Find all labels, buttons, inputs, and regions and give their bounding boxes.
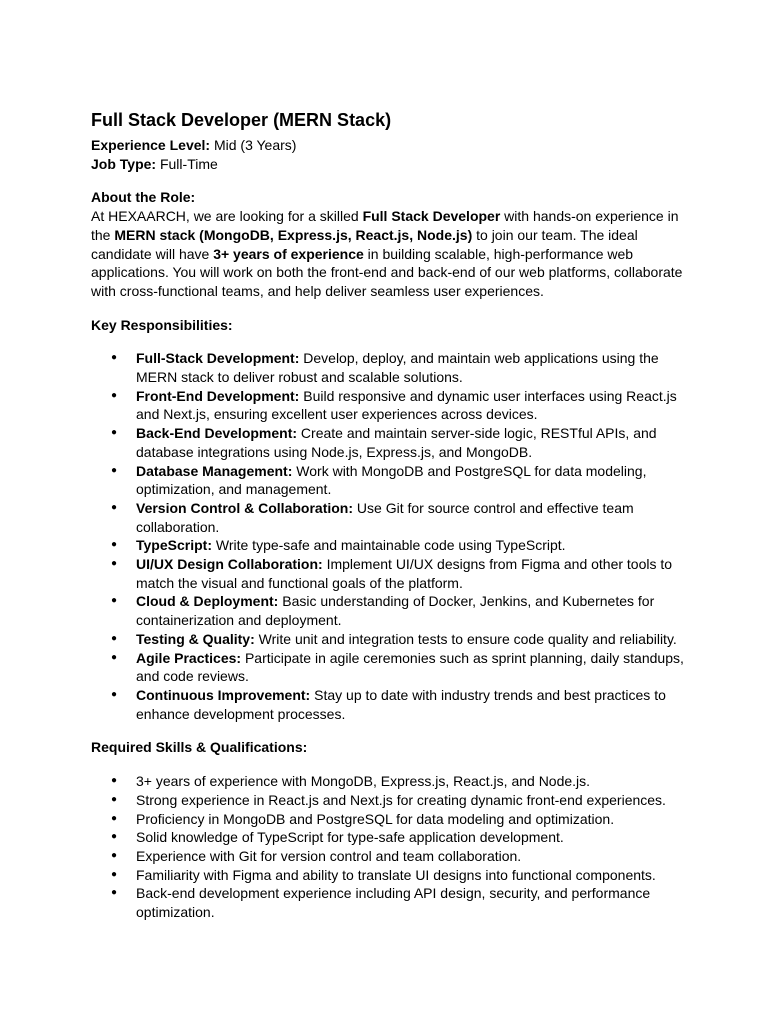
job-title: Full Stack Developer (MERN Stack) <box>91 110 392 130</box>
document-content <box>91 108 691 922</box>
item-label: Front-End Development: <box>136 387 300 404</box>
list-item: ● Solid knowledge of TypeScript for type-safe application development. <box>91 828 691 847</box>
about-paragraph <box>91 207 691 301</box>
list-item <box>91 649 691 686</box>
about-text-3: to join our team. The ideal candidate will have <box>91 226 638 262</box>
list-item <box>91 349 691 386</box>
item-label: Full-Stack Development: <box>136 350 300 367</box>
list-item <box>91 387 691 424</box>
list-item: ● Strong experience in React.js and Next.js for creating dynamic front-end experiences. <box>91 791 691 810</box>
list-item <box>91 630 691 649</box>
item-label: Testing & Quality: <box>136 630 255 647</box>
list-item <box>91 592 691 629</box>
item-text: Write unit and integration tests to ensure code quality and reliability. <box>254 630 677 647</box>
item-text: Use Git for source control and effective team collaboration. <box>136 499 634 535</box>
list-item: ● 3+ years of experience with MongoDB, Express.js, React.js, and Node.js. <box>91 772 691 791</box>
item-label: Agile Practices: <box>136 649 242 666</box>
list-item <box>91 555 691 592</box>
about-bold-1: Full Stack Developer <box>362 208 501 225</box>
item-label: Version Control & Collaboration: <box>136 499 354 516</box>
item-label: Cloud & Deployment: <box>136 593 279 610</box>
list-item <box>91 686 691 723</box>
list-item <box>91 462 691 499</box>
item-text: Develop, deploy, and maintain web applications using the MERN stack to deliver robust and scalable solutions. <box>136 350 659 386</box>
about-text-1: At HEXAARCH, we are looking for a skilled <box>91 208 363 225</box>
list-item: ● Experience with Git for version control and team collaboration. <box>91 847 691 866</box>
item-text: Basic understanding of Docker, Jenkins, and Kubernetes for containerization and deployment. <box>136 593 655 629</box>
item-text: Write type-safe and maintainable code using TypeScript. <box>211 537 566 554</box>
item-label: UI/UX Design Collaboration: <box>136 556 323 573</box>
list-item: ● Proficiency in MongoDB and PostgreSQL for data modeling and optimization. <box>91 810 691 829</box>
item-text: Create and maintain server-side logic, RESTful APIs, and database integrations using Node.js, Express.js, and MongoDB. <box>136 425 657 460</box>
item-label: TypeScript: <box>136 537 212 554</box>
item-text: Build responsive and dynamic user interfaces using React.js and Next.js, ensuring excellent user experiences across devices. <box>136 387 677 423</box>
list-item <box>91 536 691 555</box>
job-type-label: Job Type: <box>91 155 157 172</box>
list-item: ● Back-end development experience including API design, security, and performance optimization. <box>91 884 691 921</box>
responsibilities-heading: Key Responsibilities: <box>91 316 233 333</box>
about-heading: About the Role: <box>91 189 196 206</box>
experience-level <box>91 136 691 155</box>
skills-list <box>91 772 691 922</box>
item-label: Continuous Improvement: <box>136 686 311 703</box>
about-text-2: with hands-on experience in the <box>91 208 679 243</box>
responsibilities-list <box>91 349 691 723</box>
item-text: Participate in agile ceremonies such as sprint planning, daily standups, and code reviews. <box>136 649 684 685</box>
experience-value: Mid (3 Years) <box>210 137 297 153</box>
item-label: Database Management: <box>136 462 293 479</box>
about-text-4: in building scalable, high-performance web applications. You will work on both the front-end and back-end of our web platforms, collaborate with cross-functional teams, and help deliver seamless user experiences. <box>91 245 683 299</box>
job-type <box>91 155 691 174</box>
list-item: ● Familiarity with Figma and ability to translate UI designs into functional components. <box>91 866 691 885</box>
item-text: Work with MongoDB and PostgreSQL for data modeling, optimization, and management. <box>136 462 647 498</box>
about-bold-2: MERN stack (MongoDB, Express.js, React.js, Node.js) <box>114 226 473 243</box>
list-item <box>91 499 691 536</box>
item-label: Back-End Development: <box>136 425 298 442</box>
item-text: Implement UI/UX designs from Figma and other tools to match the visual and functional goals of the platform. <box>136 556 673 591</box>
skills-heading: Required Skills & Qualifications: <box>91 739 308 756</box>
job-type-value: Full-Time <box>156 155 218 172</box>
experience-label: Experience Level: <box>91 137 211 153</box>
list-item <box>91 424 691 461</box>
item-text: Stay up to date with industry trends and best practices to enhance development processes. <box>136 686 666 722</box>
about-bold-3: 3+ years of experience <box>213 245 364 262</box>
